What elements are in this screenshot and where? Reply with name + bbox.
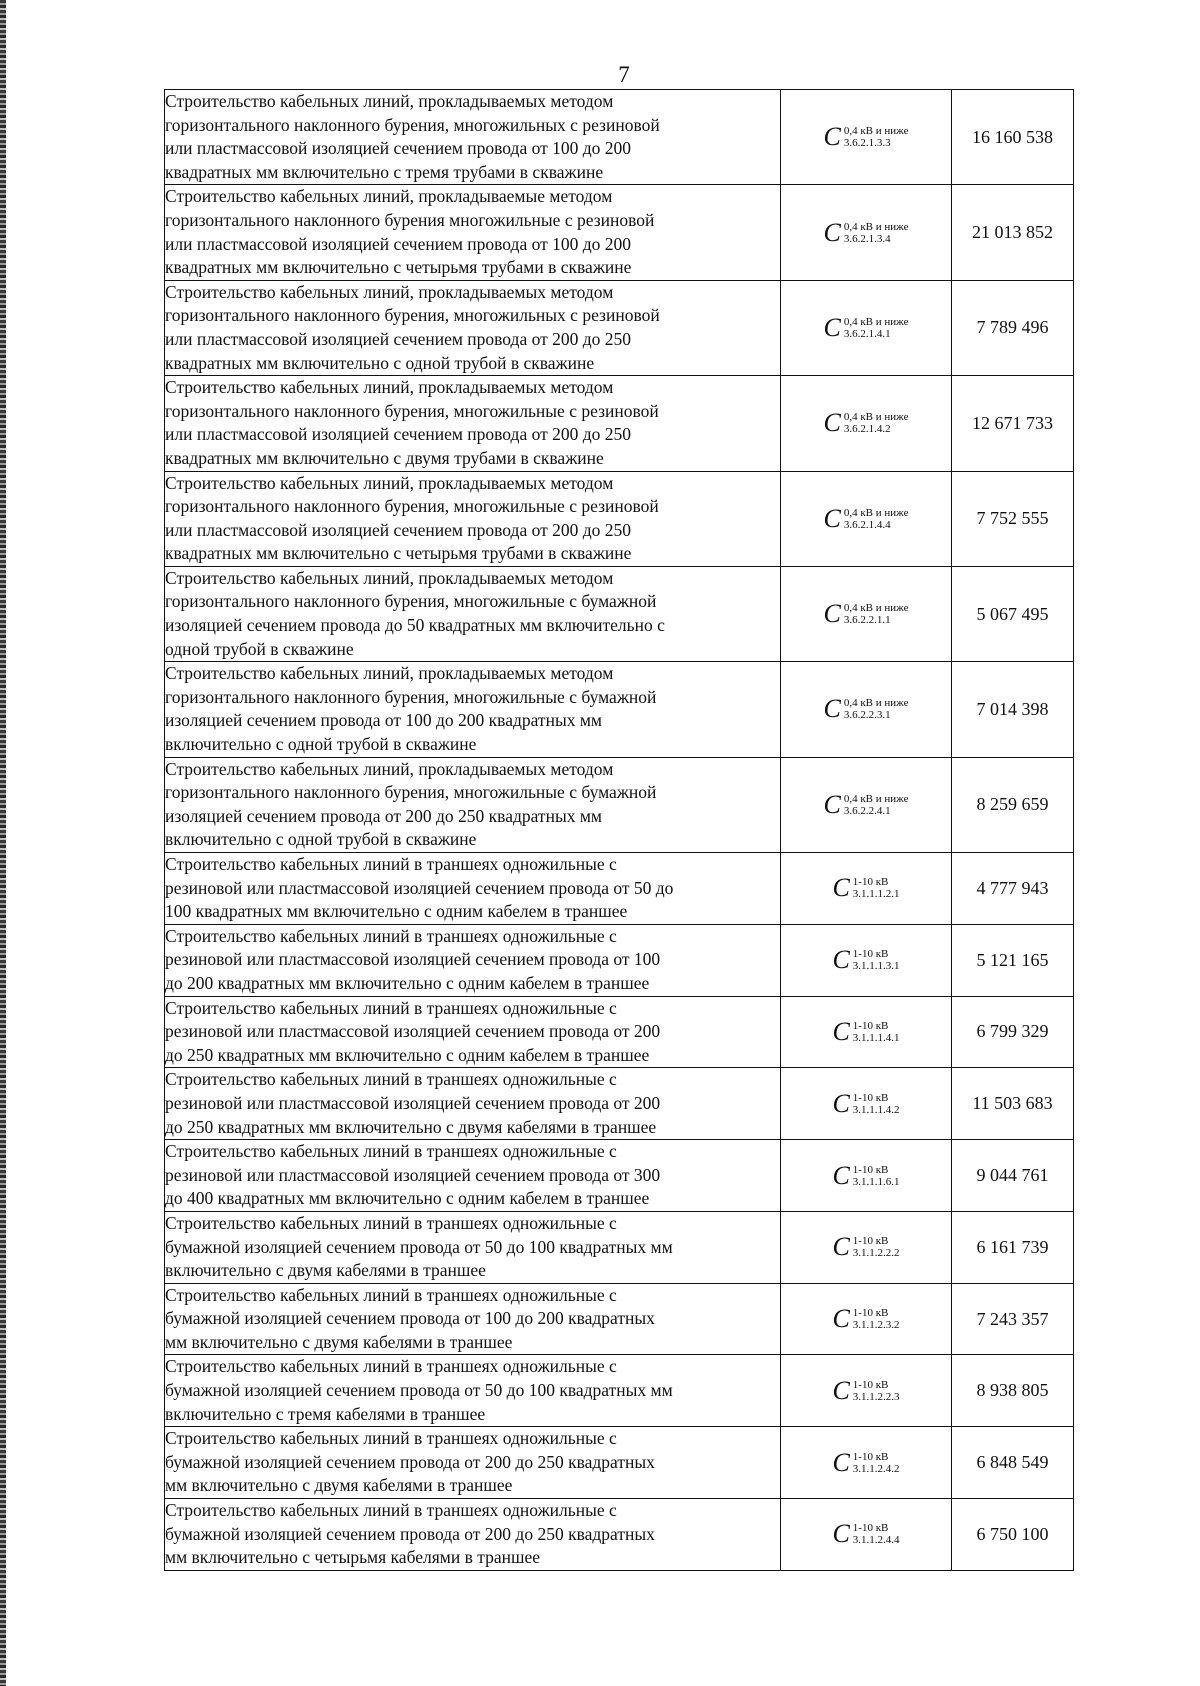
work-description: Строительство кабельных линий, прокладываемых методом горизонтального наклонного бурения, многожильные с бумажной изоляцией сечением провода от 200 до 250 квадратных мм включительно с одной трубой в скважине	[165, 757, 781, 852]
rate-symbol: C	[832, 1088, 850, 1118]
rate-index: 3.1.1.2.2.3	[852, 1390, 900, 1403]
rate-code-cell	[781, 662, 952, 757]
table-row	[165, 662, 1074, 757]
rate-code-cell	[781, 376, 952, 471]
voltage-class: 1-10 кВ	[852, 876, 889, 889]
rate-value: 16 160 538	[952, 90, 1074, 185]
rate-code-cell	[781, 996, 952, 1068]
rate-indices	[844, 221, 909, 245]
rate-indices	[853, 1451, 900, 1475]
rate-formula	[823, 312, 909, 342]
rate-indices	[853, 1020, 900, 1044]
rate-symbol: C	[823, 408, 841, 438]
rate-code-cell	[781, 280, 952, 375]
rate-symbol: C	[832, 1447, 850, 1477]
rate-indices	[844, 125, 909, 149]
work-description: Строительство кабельных линий, прокладываемых методом горизонтального наклонного бурения, многожильные с резиновой или пластмассовой изоляцией сечением провода от 200 до 250 квадратных мм включительно с четырьмя трубами в скважине	[165, 471, 781, 566]
voltage-class: 0,4 кВ и ниже	[843, 792, 909, 805]
work-description: Строительство кабельных линий в траншеях одножильные с бумажной изоляцией сечением провода от 200 до 250 квадратных мм включительно с четырьмя кабелями в траншее	[165, 1499, 781, 1571]
rate-index: 3.6.2.1.4.1	[843, 327, 891, 340]
table-row	[165, 1211, 1074, 1283]
rate-formula	[832, 1016, 900, 1046]
work-description: Строительство кабельных линий в траншеях одножильные с бумажной изоляцией сечением провода от 100 до 200 квадратных мм включительно с двумя кабелями в траншее	[165, 1283, 781, 1355]
table-row	[165, 1355, 1074, 1427]
rate-value: 4 777 943	[952, 853, 1074, 925]
rate-index: 3.6.2.1.3.3	[843, 137, 891, 150]
rate-symbol: C	[823, 694, 841, 724]
rate-indices	[853, 1307, 900, 1331]
voltage-class: 1-10 кВ	[852, 1235, 889, 1248]
rate-symbol: C	[832, 1016, 850, 1046]
rate-value: 6 799 329	[952, 996, 1074, 1068]
rate-indices	[844, 507, 909, 531]
rate-index: 3.6.2.1.4.4	[843, 518, 891, 531]
voltage-class: 1-10 кВ	[852, 948, 889, 961]
rate-index: 3.1.1.1.4.2	[852, 1103, 900, 1116]
work-description: Строительство кабельных линий в траншеях одножильные с резиновой или пластмассовой изоляцией сечением провода от 200 до 250 квадратных мм включительно с одним кабелем в траншее	[165, 996, 781, 1068]
rate-symbol: C	[823, 122, 841, 152]
rate-symbol: C	[832, 873, 850, 903]
rate-value: 8 259 659	[952, 757, 1074, 852]
table-row	[165, 853, 1074, 925]
table-row	[165, 924, 1074, 996]
voltage-class: 1-10 кВ	[852, 1450, 889, 1463]
work-description: Строительство кабельных линий в траншеях одножильные с резиновой или пластмассовой изоляцией сечением провода от 200 до 250 квадратных мм включительно с двумя кабелями в траншее	[165, 1068, 781, 1140]
voltage-class: 0,4 кВ и ниже	[843, 697, 909, 710]
page-number: 7	[618, 62, 630, 87]
table-row	[165, 185, 1074, 280]
voltage-class: 0,4 кВ и ниже	[843, 602, 909, 615]
rate-value: 8 938 805	[952, 1355, 1074, 1427]
table-row	[165, 90, 1074, 185]
work-description: Строительство кабельных линий, прокладываемые методом горизонтального наклонного бурения многожильные с резиновой или пластмассовой изоляцией сечением провода от 100 до 200 квадратных мм включительно с четырьмя трубами в скважине	[165, 185, 781, 280]
rate-value: 11 503 683	[952, 1068, 1074, 1140]
work-description: Строительство кабельных линий в траншеях одножильные с резиновой или пластмассовой изоляцией сечением провода от 300 до 400 квадратных мм включительно с одним кабелем в траншее	[165, 1140, 781, 1212]
voltage-class: 0,4 кВ и ниже	[843, 125, 909, 138]
table-row	[165, 1068, 1074, 1140]
work-description: Строительство кабельных линий, прокладываемых методом горизонтального наклонного бурения, многожильных с резиновой или пластмассовой изоляцией сечением провода от 200 до 250 квадратных мм включительно с одной трубой в скважине	[165, 280, 781, 375]
rate-indices	[853, 1092, 900, 1116]
rate-indices	[844, 793, 909, 817]
voltage-class: 0,4 кВ и ниже	[843, 220, 909, 233]
voltage-class: 0,4 кВ и ниже	[843, 506, 909, 519]
table-row	[165, 280, 1074, 375]
rate-symbol: C	[823, 503, 841, 533]
rate-symbol: C	[832, 1160, 850, 1190]
rate-indices	[844, 316, 909, 340]
voltage-class: 1-10 кВ	[852, 1378, 889, 1391]
rate-code-cell	[781, 90, 952, 185]
rate-value: 9 044 761	[952, 1140, 1074, 1212]
work-description: Строительство кабельных линий в траншеях одножильные с бумажной изоляцией сечением провода от 200 до 250 квадратных мм включительно с двумя кабелями в траншее	[165, 1427, 781, 1499]
rates-table	[164, 89, 1074, 1571]
voltage-class: 1-10 кВ	[852, 1307, 889, 1320]
work-description: Строительство кабельных линий, прокладываемых методом горизонтального наклонного бурения, многожильные с бумажной изоляцией сечением провода до 50 квадратных мм включительно с одной трубой в скважине	[165, 566, 781, 661]
voltage-class: 1-10 кВ	[852, 1163, 889, 1176]
table-row	[165, 471, 1074, 566]
work-description: Строительство кабельных линий в траншеях одножильные с бумажной изоляцией сечением провода от 50 до 100 квадратных мм включительно с тремя кабелями в траншее	[165, 1355, 781, 1427]
table-row	[165, 757, 1074, 852]
rate-index: 3.1.1.1.4.1	[852, 1031, 900, 1044]
rate-code-cell	[781, 1140, 952, 1212]
rate-value: 7 789 496	[952, 280, 1074, 375]
rate-code-cell	[781, 853, 952, 925]
rate-formula	[832, 1375, 900, 1405]
rate-value: 7 243 357	[952, 1283, 1074, 1355]
rate-value: 6 848 549	[952, 1427, 1074, 1499]
rate-symbol: C	[832, 1232, 850, 1262]
rate-indices	[844, 697, 909, 721]
rate-code-cell	[781, 1499, 952, 1571]
scan-edge	[0, 0, 6, 1686]
rate-value: 5 121 165	[952, 924, 1074, 996]
rate-code-cell	[781, 1355, 952, 1427]
voltage-class: 1-10 кВ	[852, 1522, 889, 1535]
rate-code-cell	[781, 566, 952, 661]
rate-formula	[832, 1447, 900, 1477]
rate-indices	[853, 876, 900, 900]
voltage-class: 0,4 кВ и ниже	[843, 411, 909, 424]
rate-code-cell	[781, 1211, 952, 1283]
rate-symbol: C	[832, 1519, 850, 1549]
rate-value: 6 750 100	[952, 1499, 1074, 1571]
rate-formula	[823, 503, 909, 533]
work-description: Строительство кабельных линий в траншеях одножильные с резиновой или пластмассовой изоляцией сечением провода от 100 до 200 квадратных мм включительно с одним кабелем в траншее	[165, 924, 781, 996]
rate-code-cell	[781, 185, 952, 280]
rate-formula	[832, 1306, 899, 1332]
table-row	[165, 376, 1074, 471]
table-row	[165, 996, 1074, 1068]
rate-indices	[844, 411, 909, 435]
rate-formula	[823, 217, 909, 247]
rate-code-cell	[781, 757, 952, 852]
rate-index: 3.1.1.2.4.4	[852, 1534, 900, 1547]
rate-formula	[823, 410, 908, 436]
rate-formula	[832, 1088, 900, 1118]
rate-symbol: C	[823, 789, 841, 819]
work-description: Строительство кабельных линий в траншеях одножильные с резиновой или пластмассовой изоляцией сечением провода от 50 до 100 квадратных мм включительно с одним кабелем в траншее	[165, 853, 781, 925]
rate-code-cell	[781, 1427, 952, 1499]
voltage-class: 1-10 кВ	[852, 1091, 889, 1104]
rate-code-cell	[781, 471, 952, 566]
rate-code-cell	[781, 1068, 952, 1140]
rate-index: 3.6.2.2.3.1	[843, 709, 891, 722]
rate-symbol: C	[823, 599, 841, 629]
rate-value: 5 067 495	[952, 566, 1074, 661]
rate-formula	[832, 947, 899, 973]
rate-formula	[832, 1521, 899, 1547]
rate-formula	[823, 601, 908, 627]
rate-symbol: C	[832, 1304, 850, 1334]
voltage-class: 0,4 кВ и ниже	[843, 315, 909, 328]
rate-code-cell	[781, 924, 952, 996]
rate-formula	[832, 875, 899, 901]
table-row	[165, 1140, 1074, 1212]
rates-table-body	[165, 90, 1074, 1571]
rate-index: 3.6.2.1.3.4	[843, 232, 891, 245]
rate-formula	[823, 696, 908, 722]
rate-value: 7 752 555	[952, 471, 1074, 566]
rate-index: 3.1.1.1.6.1	[852, 1175, 900, 1188]
rate-index: 3.1.1.2.3.2	[852, 1319, 900, 1332]
rate-index: 3.6.2.2.4.1	[843, 804, 891, 817]
table-row	[165, 1499, 1074, 1571]
table-row	[165, 1427, 1074, 1499]
rate-symbol: C	[832, 1375, 850, 1405]
table-row	[165, 1283, 1074, 1355]
rate-index: 3.1.1.2.2.2	[852, 1247, 900, 1260]
rate-index: 3.1.1.2.4.2	[852, 1462, 900, 1475]
rate-value: 21 013 852	[952, 185, 1074, 280]
rate-index: 3.6.2.2.1.1	[843, 614, 891, 627]
rate-formula	[823, 124, 908, 150]
rate-symbol: C	[823, 312, 841, 342]
rate-formula	[832, 1160, 900, 1190]
rate-code-cell	[781, 1283, 952, 1355]
work-description: Строительство кабельных линий, прокладываемых методом горизонтального наклонного бурения, многожильные с резиновой или пластмассовой изоляцией сечением провода от 200 до 250 квадратных мм включительно с двумя трубами в скважине	[165, 376, 781, 471]
voltage-class: 1-10 кВ	[852, 1019, 889, 1032]
rate-value: 12 671 733	[952, 376, 1074, 471]
work-description: Строительство кабельных линий, прокладываемых методом горизонтального наклонного бурения, многожильных с резиновой или пластмассовой изоляцией сечением провода от 100 до 200 квадратных мм включительно с тремя трубами в скважине	[165, 90, 781, 185]
rate-indices	[853, 1379, 900, 1403]
rate-index: 3.1.1.1.2.1	[852, 888, 900, 901]
rate-symbol: C	[823, 217, 841, 247]
rate-indices	[853, 1164, 900, 1188]
rate-indices	[853, 1235, 900, 1259]
rate-formula	[832, 1234, 899, 1260]
rate-indices	[853, 1522, 900, 1546]
rate-value: 7 014 398	[952, 662, 1074, 757]
rate-indices	[844, 602, 909, 626]
rate-index: 3.1.1.1.3.1	[852, 960, 900, 973]
rate-index: 3.6.2.1.4.2	[843, 423, 891, 436]
table-row	[165, 566, 1074, 661]
rate-formula	[823, 789, 909, 819]
work-description: Строительство кабельных линий в траншеях одножильные с бумажной изоляцией сечением провода от 50 до 100 квадратных мм включительно с двумя кабелями в траншее	[165, 1211, 781, 1283]
rate-value: 6 161 739	[952, 1211, 1074, 1283]
rate-symbol: C	[832, 945, 850, 975]
work-description: Строительство кабельных линий, прокладываемых методом горизонтального наклонного бурения, многожильные с бумажной изоляцией сечением провода от 100 до 200 квадратных мм включительно с одной трубой в скважине	[165, 662, 781, 757]
rate-indices	[853, 948, 900, 972]
